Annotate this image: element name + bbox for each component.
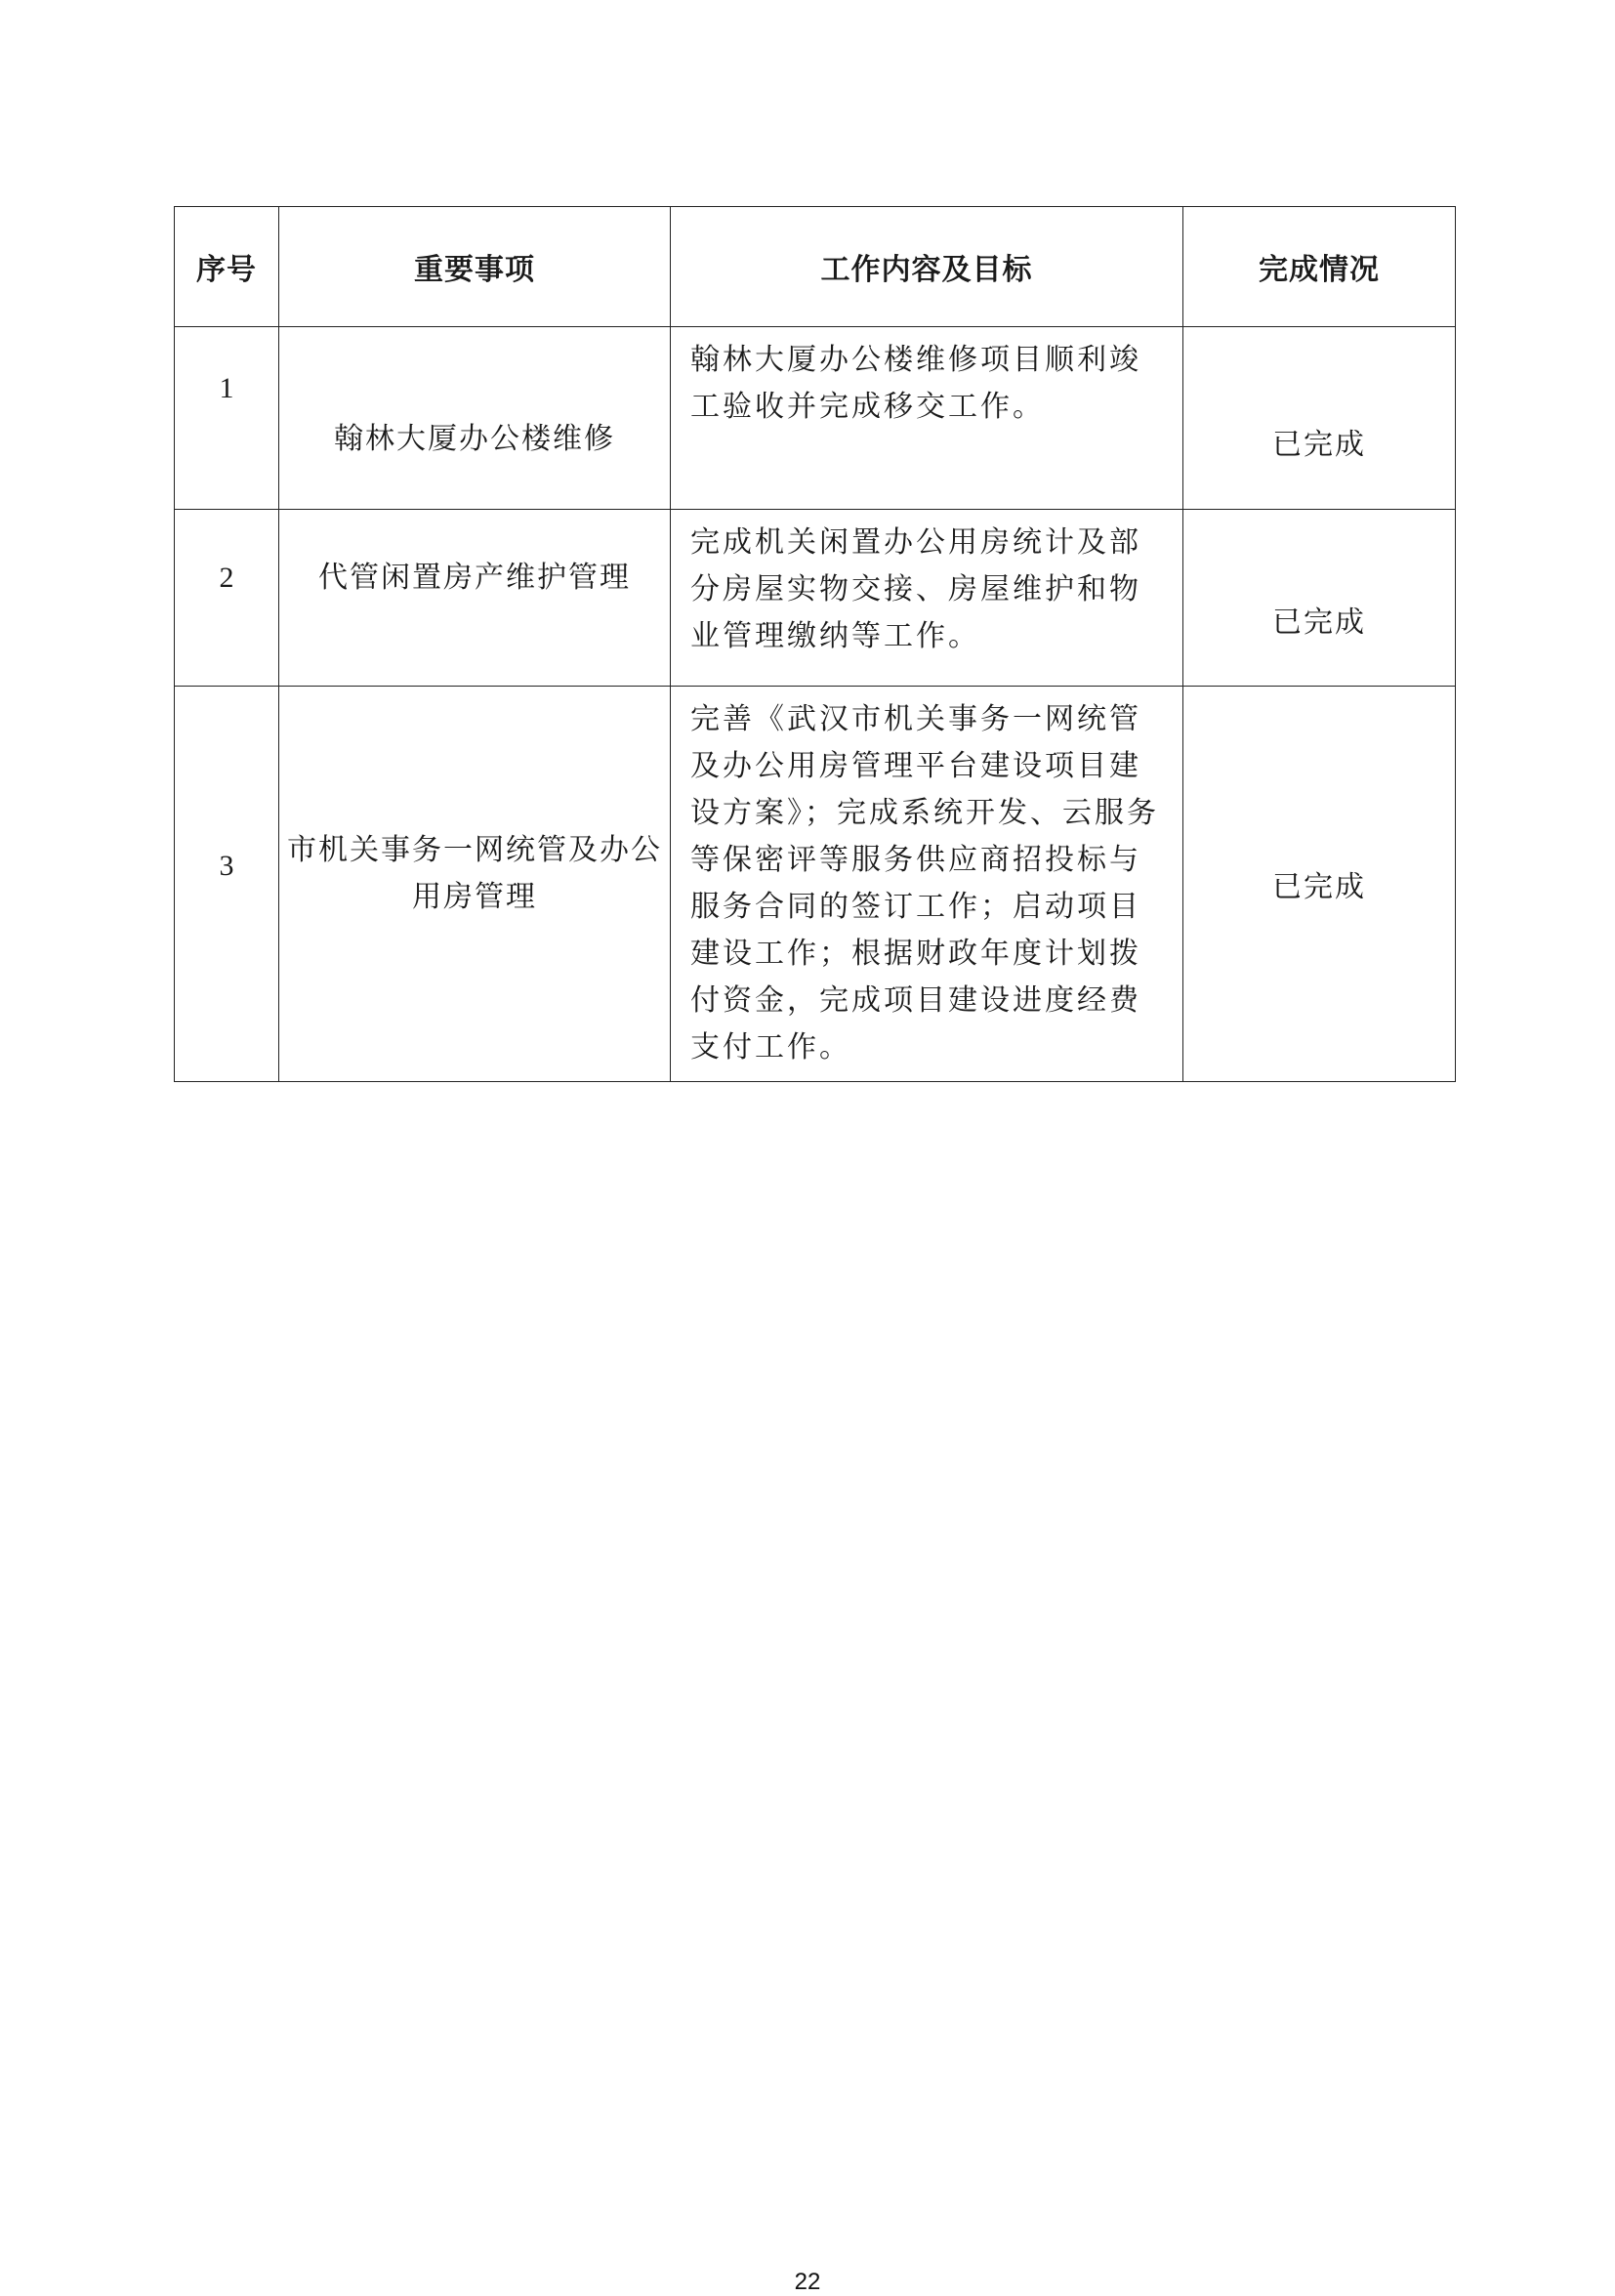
item-cell <box>279 687 671 1082</box>
item-text: 代管闲置房产维护管理 <box>318 561 631 595</box>
item-text: 市机关事务一网统管及办公用房管理 <box>287 833 662 914</box>
item-text: 翰林大厦办公楼维修 <box>334 422 615 456</box>
row-number-cell <box>175 510 279 687</box>
status-text: 已完成 <box>1272 428 1366 462</box>
content-cell: 完成机关闲置办公用房统计及部分房屋实物交接、房屋维护和物业管理缴纳等工作。 <box>671 510 1183 687</box>
table-row <box>175 327 1456 510</box>
header-row <box>175 207 1456 327</box>
header-no: 序号 <box>175 207 279 327</box>
row-number: 2 <box>219 562 234 594</box>
row-number: 3 <box>219 850 234 882</box>
status-cell <box>1183 327 1456 510</box>
row-number-cell <box>175 687 279 1082</box>
header-status: 完成情况 <box>1183 207 1456 327</box>
table-body <box>175 327 1456 1082</box>
item-cell <box>279 327 671 510</box>
content-cell: 完善《武汉市机关事务一网统管及办公用房管理平台建设项目建设方案》；完成系统开发、云服务等保密评等服务供应商招投标与服务合同的签订工作；启动项目建设工作；根据财政年度计划拨付资金，完成项目建设进度经费支付工作。 <box>671 687 1183 1082</box>
status-cell <box>1183 510 1456 687</box>
page-number: 22 <box>794 2269 821 2295</box>
status-text: 已完成 <box>1272 605 1366 640</box>
row-number-cell <box>175 327 279 510</box>
content-cell: 翰林大厦办公楼维修项目顺利竣工验收并完成移交工作。 <box>671 327 1183 510</box>
table-header <box>175 207 1456 327</box>
table-row <box>175 687 1456 1082</box>
work-items-table <box>174 206 1456 1082</box>
row-number: 1 <box>219 372 234 404</box>
table-row <box>175 510 1456 687</box>
header-content: 工作内容及目标 <box>671 207 1183 327</box>
header-item: 重要事项 <box>279 207 671 327</box>
status-text: 已完成 <box>1272 870 1366 904</box>
item-cell <box>279 510 671 687</box>
status-cell <box>1183 687 1456 1082</box>
